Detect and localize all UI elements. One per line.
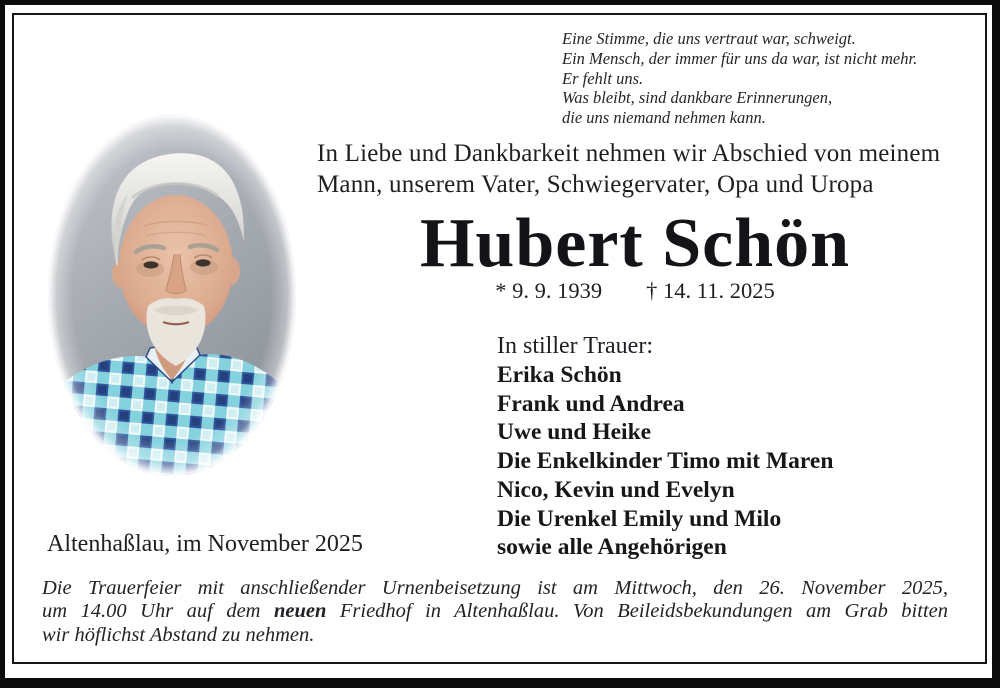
mourner-name: Nico, Kevin und Evelyn [497, 476, 735, 503]
mourner-name: Frank und Andrea [497, 390, 685, 417]
verse-line: Was bleibt, sind dankbare Erinnerungen, [562, 88, 833, 108]
portrait-illustration [48, 114, 296, 476]
funeral-line: wir höflichst Abstand zu nehmen. [42, 623, 315, 646]
verse-line: Ein Mensch, der immer für uns da war, ist nicht mehr. [562, 48, 918, 68]
birth-date: * 9. 9. 1939 [495, 278, 603, 303]
deceased-name: Hubert Schön [419, 205, 851, 282]
death-date: † 14. 11. 2025 [646, 278, 775, 303]
mourning-label: In stiller Trauer: [497, 333, 653, 359]
verse-line: Eine Stimme, die uns vertraut war, schweigt. [562, 29, 856, 48]
verse-line: Er fehlt uns. [562, 68, 644, 88]
funeral-line: Die Trauerfeier mit anschließender Urnenbeisetzung ist am Mittwoch, den 26. November 2025, [42, 577, 948, 599]
mourners-section [497, 331, 833, 562]
mourner-name: Die Enkelkinder Timo mit Maren [497, 448, 834, 475]
portrait-photo [48, 114, 296, 476]
memorial-verse [562, 29, 917, 128]
intro-line: In Liebe und Dankbarkeit nehmen wir Abschied von meinem [317, 140, 941, 167]
mourner-name: sowie alle Angehörigen [497, 534, 727, 561]
mourner-name: Erika Schön [497, 362, 622, 388]
place-and-date: Altenhaßlau, im November 2025 [47, 531, 363, 557]
farewell-intro [317, 139, 940, 200]
funeral-highlight: neuen [273, 600, 327, 623]
mourner-name: Die Urenkel Emily und Milo [497, 505, 782, 532]
funeral-notice [42, 577, 948, 647]
verse-line: die uns niemand nehmen kann. [562, 108, 766, 128]
mourner-name: Uwe und Heike [497, 419, 652, 446]
photo-vignette [48, 114, 296, 476]
intro-line: Mann, unserem Vater, Schwiegervater, Opa und Uropa [317, 170, 874, 198]
funeral-line: um 14.00 Uhr auf dem neuen Friedhof in Altenhaßlau. Von Beileidsbekundungen am Grab bitten [42, 600, 948, 623]
life-dates [290, 278, 980, 304]
